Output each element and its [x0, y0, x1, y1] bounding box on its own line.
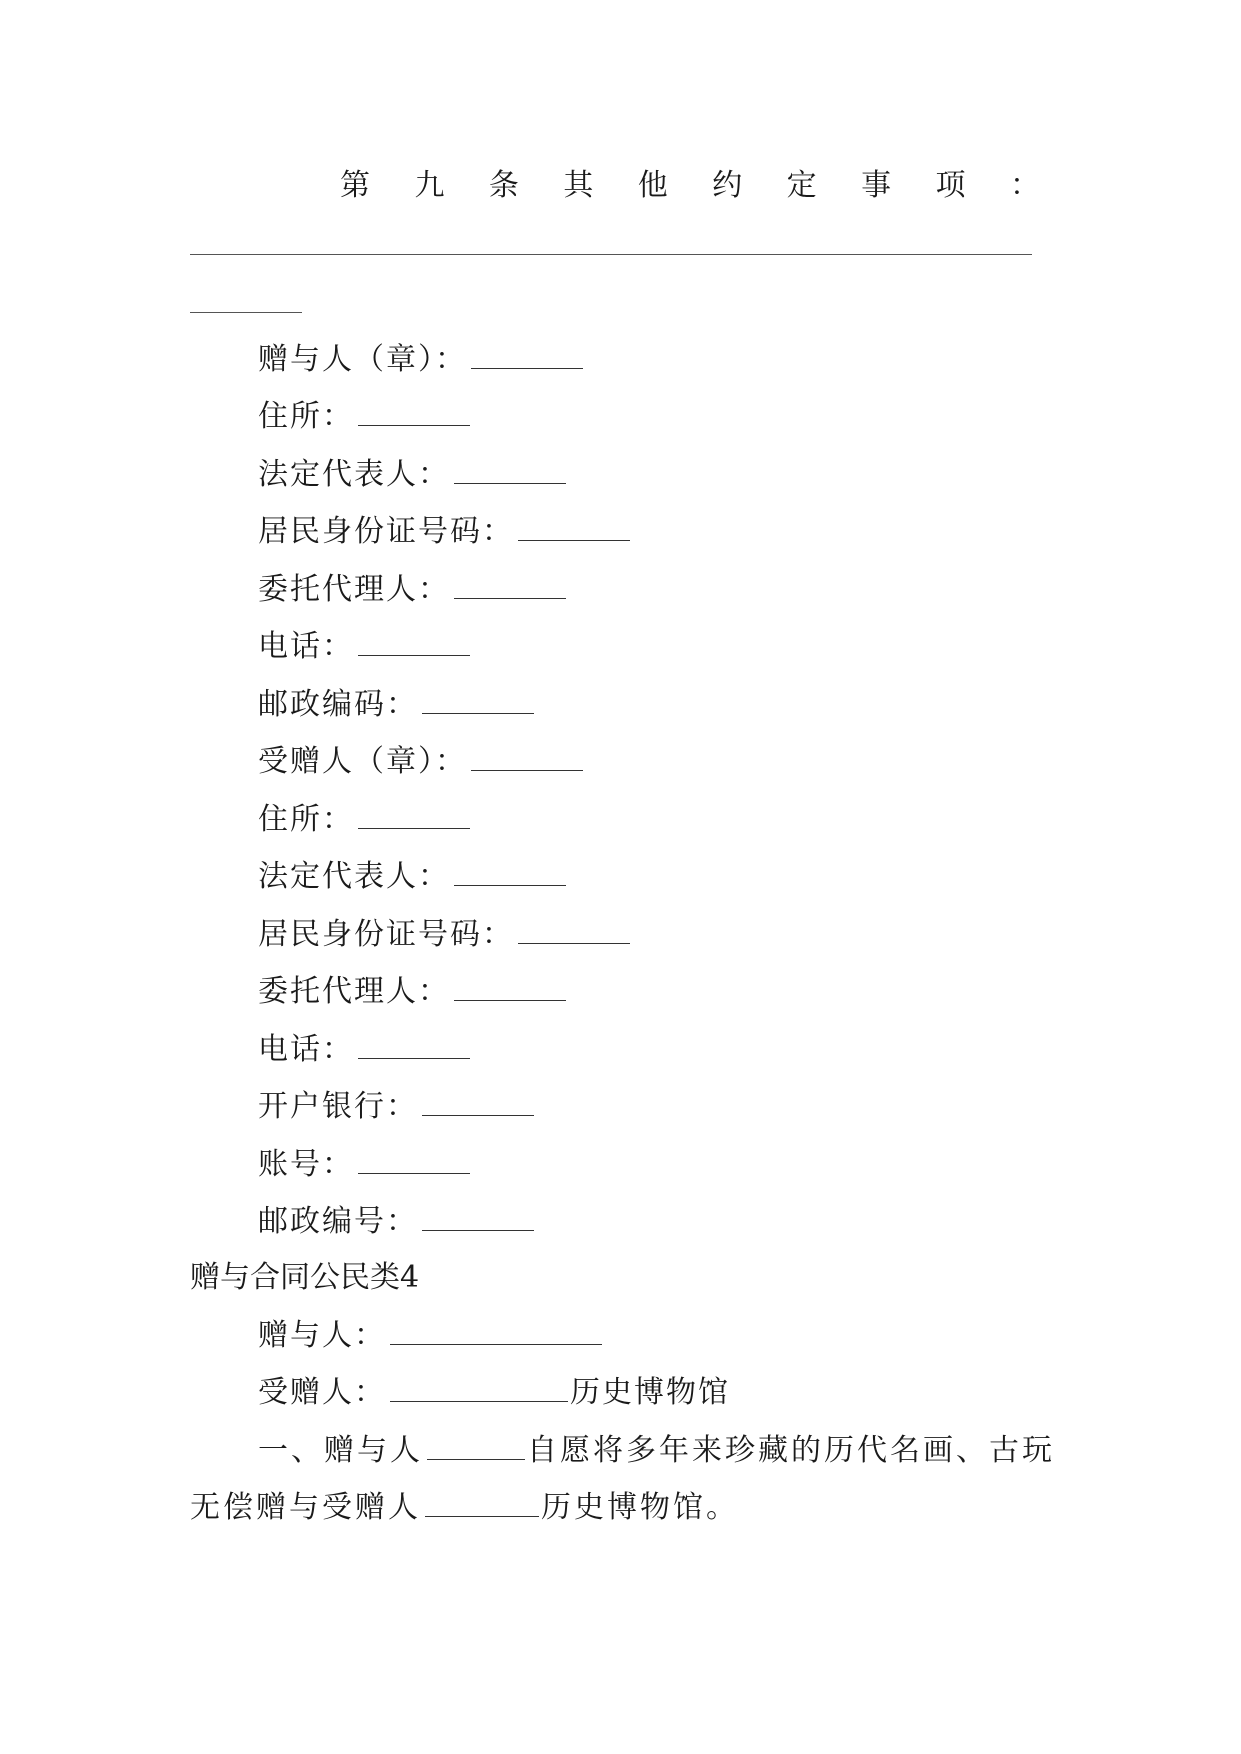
clause1-line1	[258, 1431, 1055, 1471]
heading-char: 约	[712, 168, 743, 203]
field-label: 住所：	[258, 399, 354, 434]
fill-blank	[454, 857, 566, 886]
heading-char: 条	[488, 168, 519, 203]
recipient-phone-row	[258, 1030, 472, 1070]
clause-text: 一、赠与人	[258, 1433, 423, 1468]
recipient-legal-rep-row	[258, 857, 568, 897]
field-label: 受赠人：	[258, 1375, 386, 1410]
contract4-recipient-row	[258, 1373, 730, 1413]
field-label: 开户银行：	[258, 1089, 418, 1124]
heading-char: 定	[786, 168, 817, 203]
field-label: 电话：	[258, 629, 354, 664]
field-label: 邮政编号：	[258, 1204, 418, 1239]
blank-line-long	[190, 254, 1032, 255]
fill-blank	[471, 340, 583, 369]
fill-blank	[422, 1087, 534, 1116]
fill-blank	[422, 685, 534, 714]
recipient-bank-row	[258, 1087, 536, 1127]
contract4-title: 赠与合同公民类4	[190, 1260, 420, 1295]
fill-blank	[358, 800, 470, 829]
donor-id-row	[258, 512, 632, 552]
recipient-address-row	[258, 800, 472, 840]
recipient-id-row	[258, 915, 632, 955]
donor-agent-row	[258, 570, 568, 610]
article-9-heading	[340, 166, 1040, 206]
clause-text: 历史博物馆。	[541, 1490, 739, 1525]
fill-blank	[471, 742, 583, 771]
heading-char: 他	[637, 168, 668, 203]
recipient-seal-row	[258, 742, 585, 782]
fill-blank	[390, 1373, 568, 1402]
blank-line-short	[190, 312, 302, 313]
fill-blank	[358, 397, 470, 426]
clause-text: 自愿将多年来珍藏的历代名画、古玩	[527, 1433, 1055, 1468]
fill-blank	[454, 455, 566, 484]
field-label: 居民身份证号码：	[258, 917, 514, 952]
field-label: 邮政编码：	[258, 687, 418, 722]
recipient-agent-row	[258, 972, 568, 1012]
fill-blank	[422, 1202, 534, 1231]
heading-char: 项	[935, 168, 966, 203]
field-label: 赠与人：	[258, 1318, 386, 1353]
field-label: 住所：	[258, 802, 354, 837]
donor-seal-row	[258, 340, 585, 380]
field-label: 账号：	[258, 1147, 354, 1182]
field-label: 电话：	[258, 1032, 354, 1067]
fill-blank	[454, 972, 566, 1001]
donor-address-row	[258, 397, 472, 437]
museum-suffix: 历史博物馆	[570, 1375, 730, 1410]
fill-blank	[358, 1030, 470, 1059]
fill-blank	[390, 1316, 602, 1345]
fill-blank	[454, 570, 566, 599]
field-label: 法定代表人：	[258, 859, 450, 894]
donor-postcode-row	[258, 685, 536, 725]
field-label: 居民身份证号码：	[258, 514, 514, 549]
heading-char: 事	[861, 168, 892, 203]
field-label: 赠与人（章）：	[258, 342, 467, 377]
fill-blank	[518, 915, 630, 944]
heading-char: 其	[563, 168, 594, 203]
heading-char: 第	[340, 168, 370, 203]
fill-blank	[427, 1431, 525, 1460]
clause-text: 无偿赠与受赠人	[190, 1490, 421, 1525]
clause1-line2	[190, 1488, 739, 1528]
donor-legal-rep-row	[258, 455, 568, 495]
field-label: 委托代理人：	[258, 974, 450, 1009]
fill-blank	[518, 512, 630, 541]
recipient-account-row	[258, 1145, 472, 1185]
field-label: 受赠人（章）：	[258, 744, 467, 779]
field-label: 委托代理人：	[258, 572, 450, 607]
field-label: 法定代表人：	[258, 457, 450, 492]
heading-char: ：	[1009, 168, 1040, 203]
fill-blank	[425, 1488, 539, 1517]
recipient-postcode-row	[258, 1202, 536, 1242]
contract4-donor-row	[258, 1316, 604, 1356]
fill-blank	[358, 627, 470, 656]
donor-phone-row	[258, 627, 472, 667]
heading-char: 九	[414, 168, 445, 203]
fill-blank	[358, 1145, 470, 1174]
